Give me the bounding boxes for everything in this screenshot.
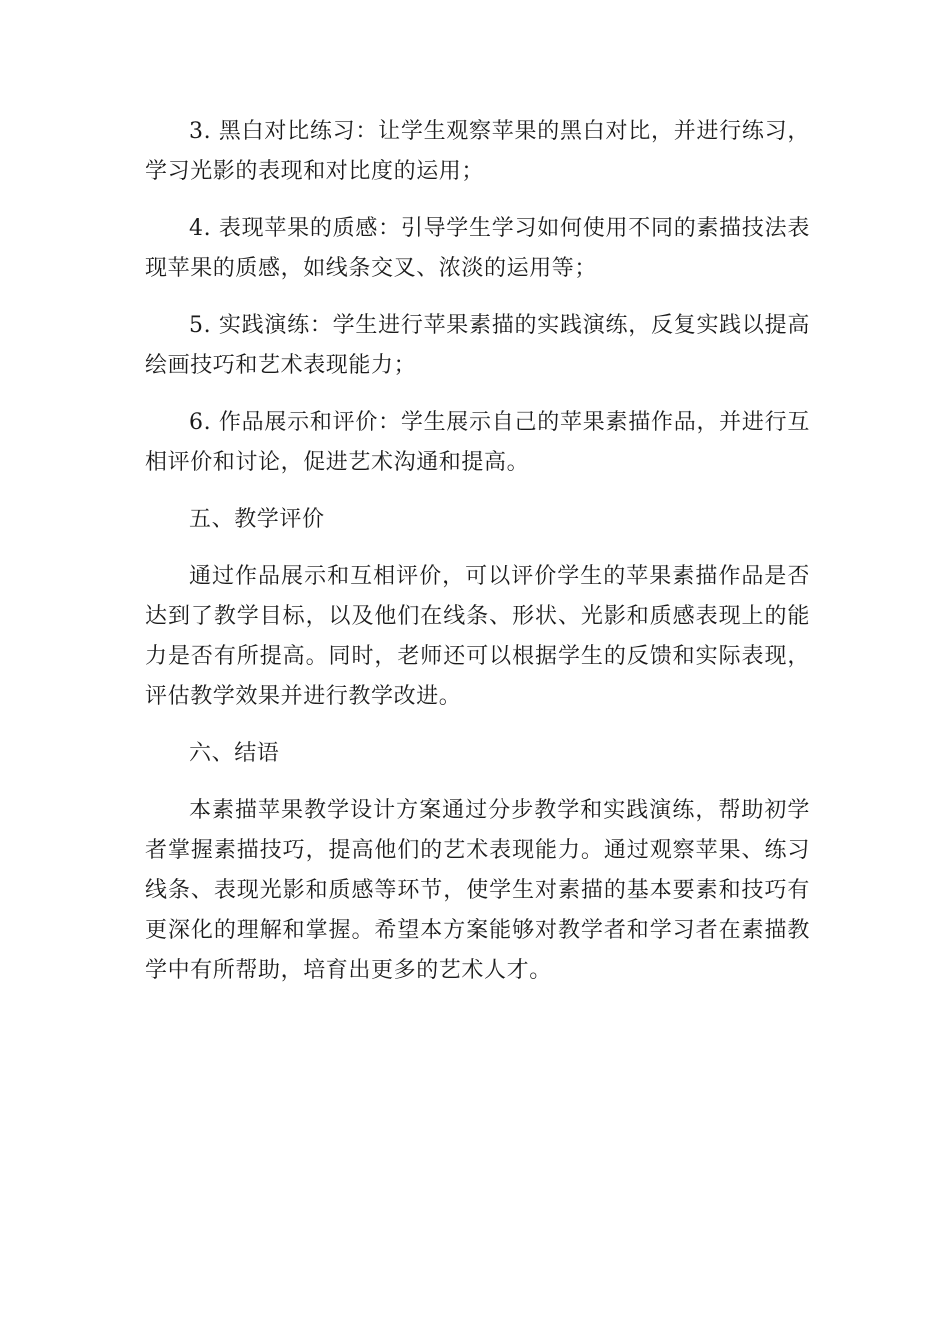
section-body-conclusion: 本素描苹果教学设计方案通过分步教学和实践演练，帮助初学者掌握素描技巧，提高他们的艺术表现能力。通过观察苹果、练习线条、表现光影和质感等环节，使学生对素描的基本要素和技巧有更深化的理解和掌握。希望本方案能够对教学者和学习者在素描教学中有所帮助，培育出更多的艺术人才。 [145, 798, 810, 983]
list-item-6: 6. 作品展示和评价：学生展示自己的苹果素描作品，并进行互相评价和讨论，促进艺术沟通和提高。 [145, 410, 810, 475]
section-heading-evaluation: 五、教学评价 [189, 507, 325, 532]
section-body-evaluation: 通过作品展示和互相评价，可以评价学生的苹果素描作品是否达到了教学目标，以及他们在线条、形状、光影和质感表现上的能力是否有所提高。同时，老师还可以根据学生的反馈和实际表现，评估教学效果并进行教学改进。 [145, 564, 810, 709]
list-item-5: 5. 实践演练：学生进行苹果素描的实践演练，反复实践以提高绘画技巧和艺术表现能力； [145, 313, 810, 378]
section-heading-conclusion: 六、结语 [189, 741, 280, 766]
document-body [145, 112, 810, 1008]
list-item-3: 3. 黑白对比练习：让学生观察苹果的黑白对比，并进行练习，学习光影的表现和对比度的运用； [145, 119, 810, 184]
list-item-4: 4. 表现苹果的质感：引导学生学习如何使用不同的素描技法表现苹果的质感，如线条交叉、浓淡的运用等； [145, 216, 810, 281]
